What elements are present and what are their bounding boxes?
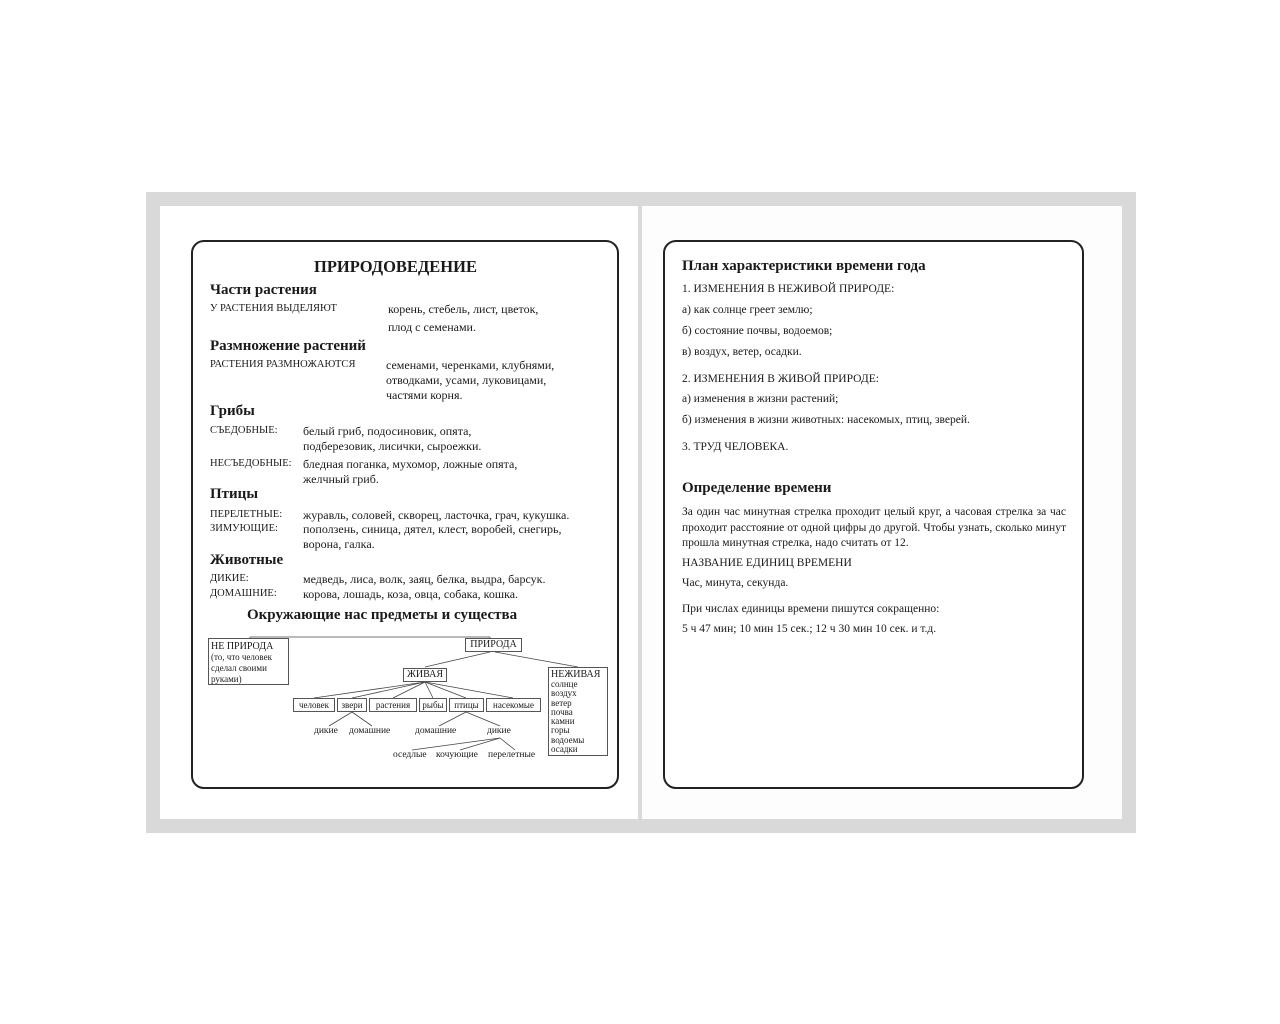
time-paragraph: За один час минутная стрелка проходит целый круг, а часовая стрелка за час проходит расстояние от одной цифры до другой. Чтобы узнать, сколько минут прошла минутная стрелка, надо считать от 12. <box>682 506 1066 549</box>
plan-section-3: 3. ТРУД ЧЕЛОВЕКА. <box>682 441 789 453</box>
plan-s2-item-b: б) изменения в жизни животных: насекомых, птиц, зверей. <box>682 414 970 426</box>
fungi-edible-line-1: белый гриб, подосиновик, опята, <box>303 424 472 438</box>
reproduction-heading: Размножение растений <box>210 338 366 354</box>
fungi-inedible-label: НЕСЪЕДОБНЫЕ: <box>210 458 292 469</box>
fungi-heading: Грибы <box>210 403 255 419</box>
beasts-wild: дикие <box>314 726 338 736</box>
plan-s1-item-a: а) как солнце греет землю; <box>682 304 813 316</box>
living-box: ЖИВАЯ <box>403 668 447 682</box>
animals-wild-label: ДИКИЕ: <box>210 573 249 584</box>
birds-domestic: домашние <box>415 726 457 736</box>
nonliving-item: воздух <box>551 688 577 699</box>
nonliving-item: ветер <box>551 697 572 708</box>
living-item-beasts: звери <box>337 698 367 712</box>
time-units-title: НАЗВАНИЕ ЕДИНИЦ ВРЕМЕНИ <box>682 557 852 569</box>
birds-wintering-line-2: ворона, галка. <box>303 537 375 551</box>
nonliving-item: почва <box>551 706 573 717</box>
birds-migratory-label: ПЕРЕЛЕТНЫЕ: <box>210 509 283 520</box>
time-units: Час, минута, секунда. <box>682 577 789 589</box>
plan-section-1: 1. ИЗМЕНЕНИЯ В НЕЖИВОЙ ПРИРОДЕ: <box>682 283 895 295</box>
nonliving-item: горы <box>551 725 570 736</box>
parts-line-1: корень, стебель, лист, цветок, <box>388 302 539 316</box>
wild-birds-nomadic: кочующие <box>436 750 478 760</box>
animals-heading: Животные <box>210 552 284 568</box>
reproduction-line-1: семенами, черенками, клубнями, <box>386 358 555 372</box>
birds-wild: дикие <box>487 726 511 736</box>
birds-wintering-line-1: поползень, синица, дятел, клест, воробей, снегирь, <box>303 522 562 536</box>
parts-heading: Части растения <box>210 282 317 298</box>
beasts-domestic: домашние <box>349 726 391 736</box>
living-item-fish: рыбы <box>419 698 447 712</box>
animals-domestic-line: корова, лошадь, коза, овца, собака, кошка. <box>303 587 519 601</box>
not-nature-note-1: (то, что человек <box>211 652 272 662</box>
fungi-inedible-line-2: желчный гриб. <box>303 472 379 486</box>
birds-wintering-label: ЗИМУЮЩИЕ: <box>210 523 278 534</box>
birds-migratory-line: журавль, соловей, скворец, ласточка, грач, кукушка. <box>303 508 570 522</box>
wild-birds-sedentary: оседлые <box>393 750 427 760</box>
nonliving-item: водоемы <box>551 734 585 745</box>
reproduction-label: РАСТЕНИЯ РАЗМНОЖАЮТСЯ <box>210 359 356 370</box>
living-item-insects: насекомые <box>486 698 541 712</box>
plan-s1-item-c: в) воздух, ветер, осадки. <box>682 346 802 358</box>
page-title: ПРИРОДОВЕДЕНИЕ <box>314 257 477 276</box>
nonliving-box <box>548 667 608 756</box>
parts-line-2: плод с семенами. <box>388 320 476 334</box>
time-abbrev-example: 5 ч 47 мин; 10 мин 15 сек.; 12 ч 30 мин 10 сек. и т.д. <box>682 623 937 635</box>
wild-birds-migratory: перелетные <box>488 750 536 760</box>
time-heading: Определение времени <box>682 480 832 496</box>
fungi-edible-line-2: подберезовик, лисички, сыроежки. <box>303 439 482 453</box>
living-item-human: человек <box>293 698 335 712</box>
nature-box: ПРИРОДА <box>465 638 522 652</box>
nonliving-title: НЕЖИВАЯ <box>551 669 601 680</box>
not-nature-title: НЕ ПРИРОДА <box>211 641 274 652</box>
not-nature-box <box>208 638 289 685</box>
living-item-birds: птицы <box>449 698 484 712</box>
plan-s1-item-b: б) состояние почвы, водоемов; <box>682 325 833 337</box>
nonliving-item: солнце <box>551 679 578 689</box>
nonliving-item: камни <box>551 716 575 727</box>
living-item-plants: растения <box>369 698 417 712</box>
time-abbrev-intro: При числах единицы времени пишутся сокращенно: <box>682 603 940 615</box>
plan-heading: План характеристики времени года <box>682 258 926 274</box>
fungi-edible-label: СЪЕДОБНЫЕ: <box>210 425 278 436</box>
surroundings-heading: Окружающие нас предметы и существа <box>247 607 518 623</box>
birds-heading: Птицы <box>210 486 259 502</box>
reproduction-line-3: частями корня. <box>386 388 463 402</box>
animals-wild-line: медведь, лиса, волк, заяц, белка, выдра, барсук. <box>303 572 546 586</box>
plan-section-2: 2. ИЗМЕНЕНИЯ В ЖИВОЙ ПРИРОДЕ: <box>682 373 879 385</box>
not-nature-note-3: руками) <box>211 674 242 684</box>
animals-domestic-label: ДОМАШНИЕ: <box>210 588 277 599</box>
nonliving-item: осадки <box>551 744 578 755</box>
plan-s2-item-a: а) изменения в жизни растений; <box>682 393 839 405</box>
fungi-inedible-line-1: бледная поганка, мухомор, ложные опята, <box>303 457 518 471</box>
reproduction-line-2: отводками, усами, луковицами, <box>386 373 547 387</box>
not-nature-note-2: сделал своими <box>211 663 267 673</box>
parts-label: У РАСТЕНИЯ ВЫДЕЛЯЮТ <box>210 303 337 314</box>
